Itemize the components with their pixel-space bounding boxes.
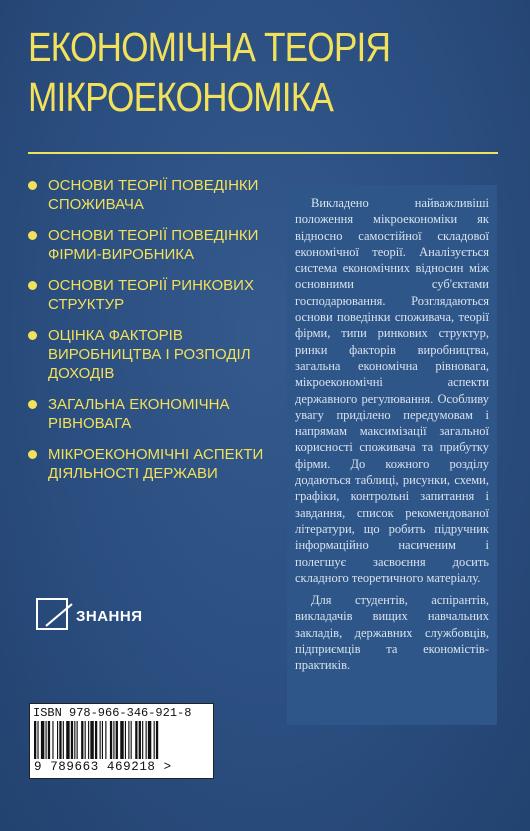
barcode-bar	[46, 721, 47, 759]
barcode-bar	[120, 721, 123, 759]
barcode-bar	[63, 721, 64, 759]
barcode-bar	[66, 721, 69, 759]
barcode-bar	[142, 721, 143, 759]
barcode-bar	[110, 721, 112, 759]
description-paragraph-2: Для студентів, аспірантів, викладачів вищих навчальних закладів, державних службовців, підприємців та економістів-практиків.	[295, 593, 489, 673]
title-line-1: ЕКОНОМІЧНА ТЕОРІЯ	[28, 24, 391, 70]
topic-item	[28, 226, 288, 264]
bullet-icon	[28, 331, 37, 340]
barcode-bar	[41, 721, 44, 759]
topic-list	[28, 176, 288, 495]
barcode-bar	[156, 721, 158, 759]
topic-label: ОСНОВИ ТЕОРІЇ ПОВЕДІНКИ ФІРМИ-ВИРОБНИКА	[48, 227, 259, 263]
title-divider	[28, 152, 498, 154]
barcode-bar	[100, 721, 101, 759]
barcode-bar	[148, 721, 151, 759]
barcode-bar	[139, 721, 141, 759]
barcode-bar	[77, 721, 78, 759]
barcode-bar	[48, 721, 50, 759]
barcode-bar	[34, 721, 36, 759]
title-line-2: МІКРОЕКОНОМІКА	[28, 74, 334, 120]
logo-slash-mark	[45, 603, 72, 626]
bullet-icon	[28, 231, 37, 240]
barcode-bar	[146, 721, 147, 759]
topic-item	[28, 395, 288, 433]
barcode-bar	[105, 721, 106, 759]
topic-item	[28, 176, 288, 214]
bullet-icon	[28, 181, 37, 190]
topic-item	[28, 445, 288, 483]
barcode-bar	[102, 721, 103, 759]
publisher-logo-icon	[36, 598, 68, 630]
barcode-bar	[85, 721, 86, 759]
barcode-bar	[95, 721, 97, 759]
barcode-digits: 9 789663 469218 >	[34, 760, 172, 774]
topic-label: МІКРОЕКОНОМІЧНІ АСПЕКТИ ДІЯЛЬНОСТІ ДЕРЖАВИ	[48, 446, 264, 482]
book-title	[28, 22, 441, 122]
topic-label: ЗАГАЛЬНА ЕКОНОМІЧНА РІВНОВАГА	[48, 396, 230, 432]
barcode-bar	[74, 721, 75, 759]
barcode-bar	[116, 721, 118, 759]
topic-label: ОСНОВИ ТЕОРІЇ РИНКОВИХ СТРУКТУР	[48, 277, 254, 313]
book-description	[287, 185, 497, 725]
description-paragraph-1: Викладено найважливіші положення мікроекономіки як відносно самостійної складової економічної теорії. Аналізується система економічних відносин між основними суб'єктами господарювання. Розглядаються основи поведінки споживача, теорії фірми, типи ринкових структур, ринки факторів виробництва, загальна економічна рівновага, мікроекономічні аспекти державного регулювання. Особливу увагу приділено передумовам і напрямам максимізації загальної корисності споживача та прибутку фірми. До кожного розділу додаються таблиці, рисунки, схеми, графіки, контрольні запитання і завдання, список рекомендованої літератури, що робить підручник інформаційно насиченим і полегшує засвоєння досить складного теоретичного матеріалу.	[295, 196, 489, 585]
bullet-icon	[28, 281, 37, 290]
barcode-bar	[52, 721, 53, 759]
barcode-bar	[135, 721, 137, 759]
isbn-number: ISBN 978-966-346-921-8	[33, 706, 192, 720]
bullet-icon	[28, 450, 37, 459]
barcode-bar	[88, 721, 89, 759]
barcode-bar	[57, 721, 58, 759]
barcode-bar	[154, 721, 155, 759]
barcode-bars	[34, 721, 208, 759]
topic-label: ОСНОВИ ТЕОРІЇ ПОВЕДІНКИ СПОЖИВАЧА	[48, 177, 259, 213]
barcode-bar	[125, 721, 126, 759]
barcode-bar	[37, 721, 38, 759]
publisher-name: ЗНАННЯ	[76, 608, 143, 625]
barcode-bar	[81, 721, 83, 759]
topic-label: ОЦІНКА ФАКТОРІВ ВИРОБНИЦТВА І РОЗПОДІЛ ДОХОДІВ	[48, 327, 251, 382]
topic-item	[28, 326, 288, 383]
topic-item	[28, 276, 288, 314]
barcode-bar	[71, 721, 73, 759]
bullet-icon	[28, 400, 37, 409]
barcode-bar	[90, 721, 93, 759]
barcode	[29, 703, 214, 779]
publisher-logo	[36, 598, 176, 638]
barcode-bar	[128, 721, 129, 759]
barcode-bar	[113, 721, 114, 759]
barcode-bar	[59, 721, 61, 759]
barcode-bar	[131, 721, 132, 759]
